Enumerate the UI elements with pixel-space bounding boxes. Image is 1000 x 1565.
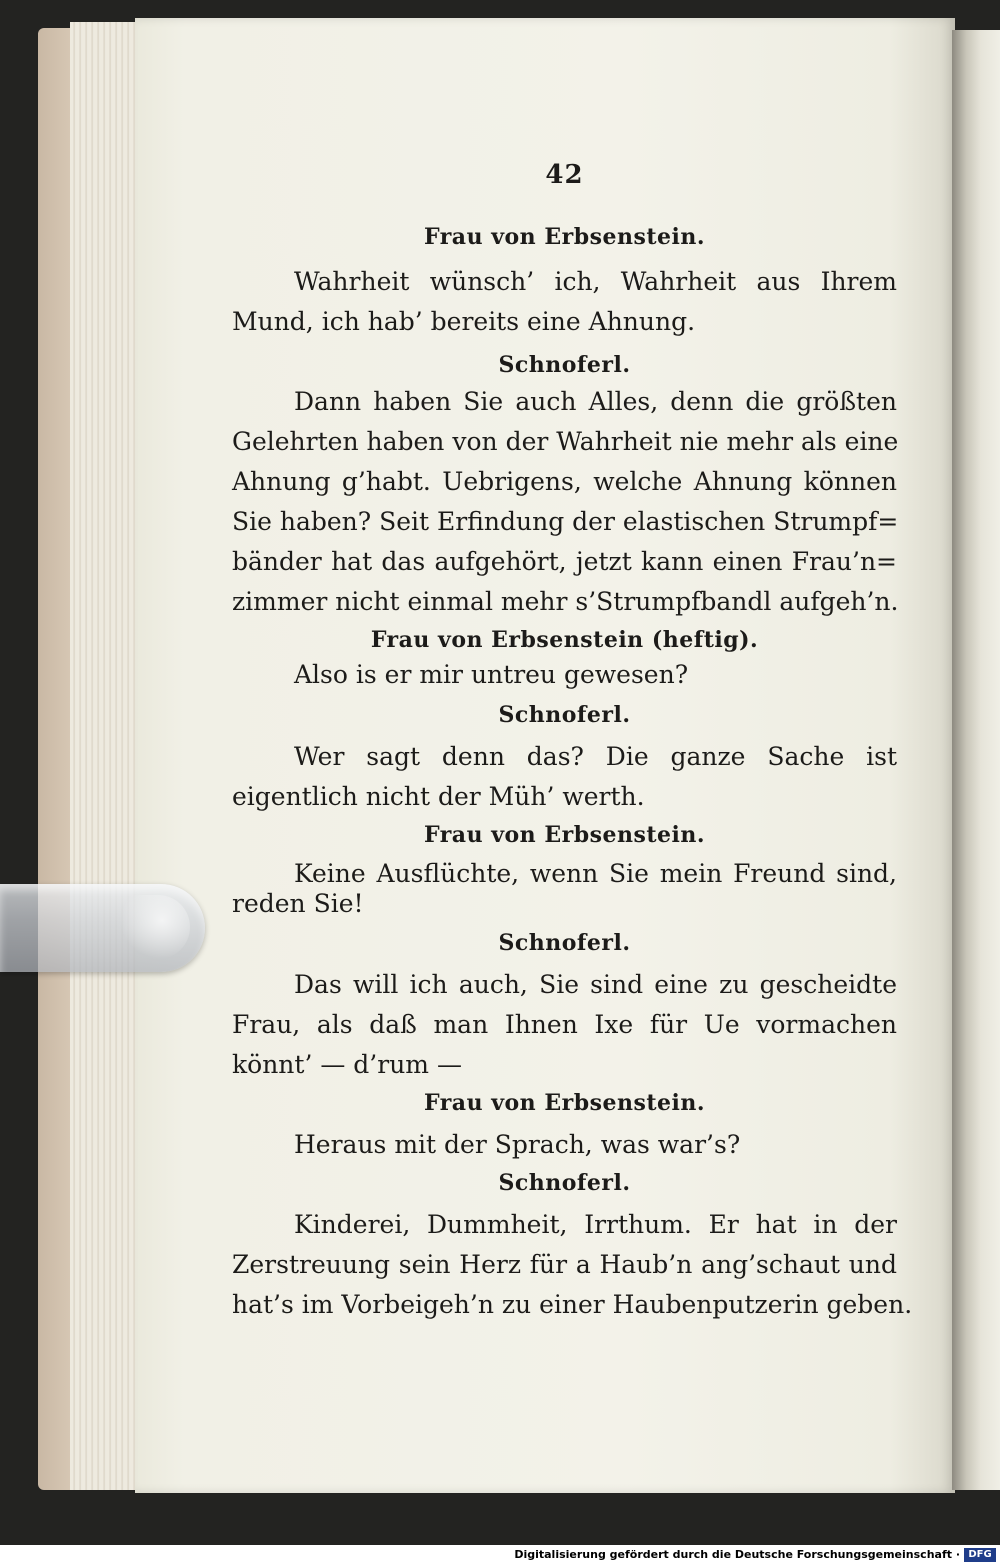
speaker-name: Frau von Erbsenstein. [423, 224, 706, 250]
speaker-name: Frau von Erbsenstein. [423, 1090, 706, 1116]
text-line: Sie haben? Seit Erfindung der elastischen Strumpf= [232, 507, 899, 536]
text-line: Frau, als daß man Ihnen Ixe für Ue vormachen [232, 1010, 897, 1039]
text-line: Mund, ich hab’ bereits eine Ahnung. [232, 307, 696, 336]
text-line: Heraus mit der Sprach, was war’s? [294, 1130, 741, 1159]
speaker-name: Frau von Erbsenstein (heftig). [370, 627, 759, 653]
glass-page-weight-highlight [120, 895, 190, 959]
text-line: Ahnung g’habt. Uebrigens, welche Ahnung können [232, 467, 897, 496]
text-line: reden Sie! [232, 889, 364, 918]
dfg-logo: DFG [964, 1548, 996, 1562]
speaker-name: Schnoferl. [498, 930, 631, 956]
book-gutter [952, 30, 1000, 1490]
text-line: Keine Ausflüchte, wenn Sie mein Freund sind, [294, 859, 897, 888]
page-text [232, 0, 913, 1545]
speaker-name: Schnoferl. [498, 352, 631, 378]
text-line: Wahrheit wünsch’ ich, Wahrheit aus Ihrem [294, 267, 897, 296]
text-line: bänder hat das aufgehört, jetzt kann einen Frau’n= [232, 547, 897, 576]
text-line: hat’s im Vorbeigeh’n zu einer Haubenputzerin geben. [232, 1290, 913, 1319]
text-line: eigentlich nicht der Müh’ werth. [232, 782, 645, 811]
text-line: könnt’ — d’rum — [232, 1050, 462, 1079]
text-line: Das will ich auch, Sie sind eine zu gescheidte [294, 970, 897, 999]
text-line: Kinderei, Dummheit, Irrthum. Er hat in der [294, 1210, 897, 1239]
text-line: zimmer nicht einmal mehr s’Strumpfbandl aufgeh’n. [232, 587, 899, 616]
text-line: Also is er mir untreu gewesen? [294, 660, 689, 689]
text-line: Wer sagt denn das? Die ganze Sache ist [294, 742, 897, 771]
page-number: 42 [545, 160, 584, 190]
footer-credit: Digitalisierung gefördert durch die Deutsche Forschungsgemeinschaft · [514, 1548, 960, 1561]
text-line: Dann haben Sie auch Alles, denn die größten [294, 387, 897, 416]
text-line: Gelehrten haben von der Wahrheit nie mehr als eine [232, 427, 899, 456]
text-line: Zerstreuung sein Herz für a Haub’n ang’schaut und [232, 1250, 897, 1279]
footer-bar [0, 1545, 1000, 1565]
speaker-name: Frau von Erbsenstein. [423, 822, 706, 848]
speaker-name: Schnoferl. [498, 702, 631, 728]
speaker-name: Schnoferl. [498, 1170, 631, 1196]
